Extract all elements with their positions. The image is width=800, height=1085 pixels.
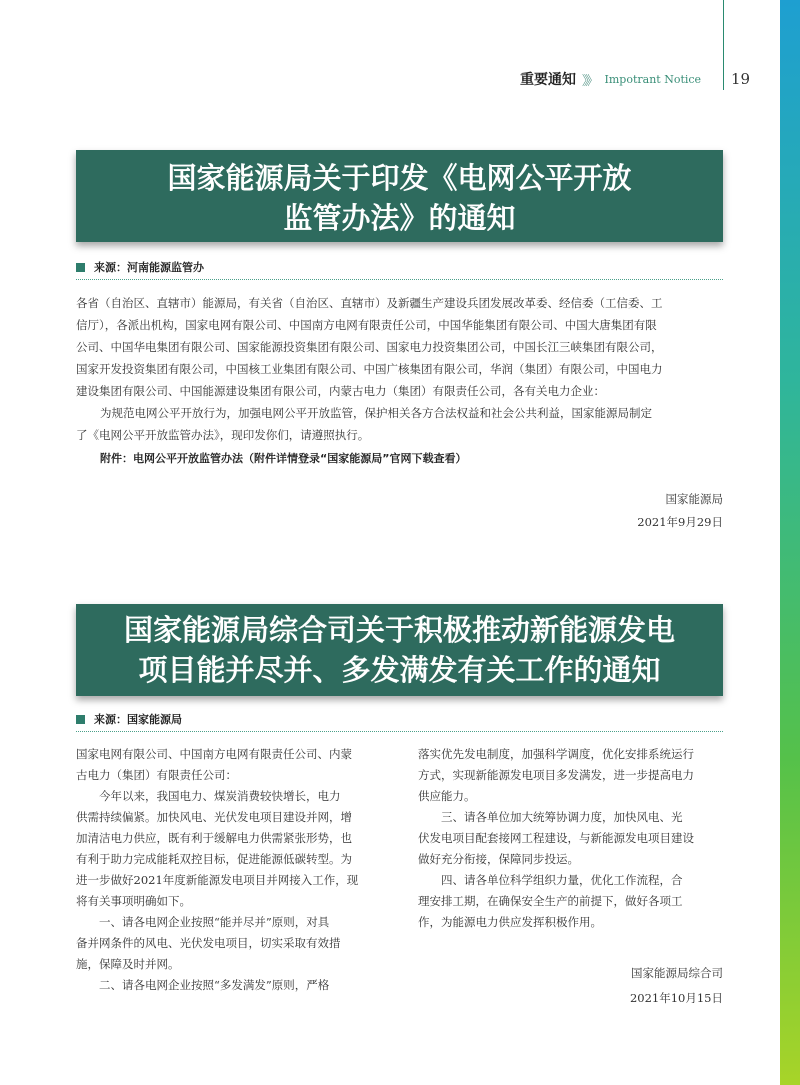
- address-line: 建设集团有限公司、中国能源建设集团有限公司，内蒙古电力（集团）有限责任公司，各有关电力企业：: [76, 384, 605, 398]
- address-line: 信厅），各派出机构，国家电网有限公司、中国南方电网有限责任公司，中国华能集团有限公司、中国大唐集团有限: [76, 318, 657, 332]
- notice2-dotted-divider: [76, 731, 723, 732]
- notice2-signature: 国家能源局综合司: [631, 966, 723, 980]
- paragraph: [76, 786, 382, 912]
- text-line: 一、请各电网企业按照“能并尽并”原则，对具: [76, 915, 330, 929]
- section-title-cn: 重要通知: [520, 72, 576, 88]
- text-line: 古电力（集团）有限责任公司：: [76, 768, 237, 782]
- paragraph: [76, 744, 382, 786]
- text-line: 作，为能源电力供应发挥积极作用。: [418, 915, 602, 929]
- text-line: 供需持续偏紧。加快风电、光伏发电项目建设并网，增: [76, 810, 352, 824]
- text-line: 今年以来，我国电力、煤炭消费较快增长，电力: [76, 789, 341, 803]
- paragraph: [76, 975, 382, 996]
- notice1-source-text: 来源：河南能源监管办: [94, 261, 204, 274]
- notice1-title-banner: [76, 150, 723, 242]
- page-header: [520, 64, 760, 94]
- address-line: 国家开发投资集团有限公司，中国核工业集团有限公司、中国广核集团有限公司，华润（集团）有限公司，中国电力: [76, 362, 663, 376]
- text-line: 理安排工期，在确保安全生产的前提下，做好各项工: [418, 894, 683, 908]
- text-line: 备并网条件的风电、光伏发电项目，切实采取有效措: [76, 936, 341, 950]
- address-line: 各省（自治区、直辖市）能源局，有关省（自治区、直辖市）及新疆生产建设兵团发展改革委、经信委（工信委、工: [76, 296, 663, 310]
- notice2-title-banner: [76, 604, 723, 696]
- notice1-date: 2021年9月29日: [637, 515, 723, 529]
- text-line: 三、请各单位加大统筹协调力度，加快风电、光: [418, 810, 683, 824]
- text-line: 伏发电项目配套接网工程建设，与新能源发电项目建设: [418, 831, 694, 845]
- square-bullet-icon: [76, 715, 85, 724]
- notice2-source-text: 来源：国家能源局: [94, 713, 182, 726]
- notice2-left-column: [76, 744, 382, 996]
- text-line: 进一步做好2021年度新能源发电项目并网接入工作，现: [76, 873, 359, 887]
- notice2-title-line2: 项目能并尽并、多发满发有关工作的通知: [138, 653, 661, 687]
- paragraph: [76, 912, 382, 975]
- notice2-title-line1: 国家能源局综合司关于积极推动新能源发电: [123, 613, 675, 647]
- page-number: 19: [731, 70, 751, 88]
- text-line: 二、请各电网企业按照“多发满发”原则，严格: [76, 978, 330, 992]
- double-chevron-icon: 》》: [582, 73, 596, 89]
- text-line: 落实优先发电制度，加强科学调度，优化安排系统运行: [418, 747, 694, 761]
- square-bullet-icon: [76, 263, 85, 272]
- body-line: 了《电网公平开放监管办法》，现印发你们，请遵照执行。: [76, 428, 370, 442]
- text-line: 国家电网有限公司、中国南方电网有限责任公司、内蒙: [76, 747, 352, 761]
- text-line: 供应能力。: [418, 789, 476, 803]
- notice1-title-line2: 监管办法》的通知: [283, 201, 516, 235]
- notice1-signature: 国家能源局: [665, 492, 723, 506]
- paragraph: [418, 870, 724, 933]
- text-line: 施，保障及时并网。: [76, 957, 180, 971]
- text-line: 方式，实现新能源发电项目多发满发，进一步提高电力: [418, 768, 694, 782]
- notice1-source: [76, 258, 723, 276]
- address-line: 公司、中国华电集团有限公司、国家能源投资集团有限公司、国家电力投资集团公司，中国长江三峡集团有限公司，: [76, 340, 663, 354]
- notice2-right-column: [418, 744, 724, 933]
- text-line: 有利于助力完成能耗双控目标，促进能源低碳转型。为: [76, 852, 352, 866]
- notice2-source: [76, 710, 723, 728]
- paragraph: [418, 807, 724, 870]
- text-line: 做好充分衔接，保障同步投运。: [418, 852, 579, 866]
- body-line: 为规范电网公平开放行为，加强电网公平开放监管，保护相关各方合法权益和社会公共利益，国家能源局制定: [100, 406, 652, 420]
- paragraph: [418, 744, 724, 807]
- section-title-en: Impotrant Notice: [604, 72, 702, 86]
- notice1-attachment: 附件：电网公平开放监管办法（附件详情登录“国家能源局”官网下载查看）: [100, 452, 467, 465]
- side-gradient-bar: [780, 0, 800, 1085]
- notice1-dotted-divider: [76, 279, 723, 280]
- notice1-title-line1: 国家能源局关于印发《电网公平开放: [167, 161, 632, 195]
- text-line: 加清洁电力供应，既有利于缓解电力供需紧张形势，也: [76, 831, 352, 845]
- text-line: 四、请各单位科学组织力量，优化工作流程，合: [418, 873, 683, 887]
- text-line: 将有关事项明确如下。: [76, 894, 191, 908]
- notice2-date: 2021年10月15日: [629, 991, 723, 1005]
